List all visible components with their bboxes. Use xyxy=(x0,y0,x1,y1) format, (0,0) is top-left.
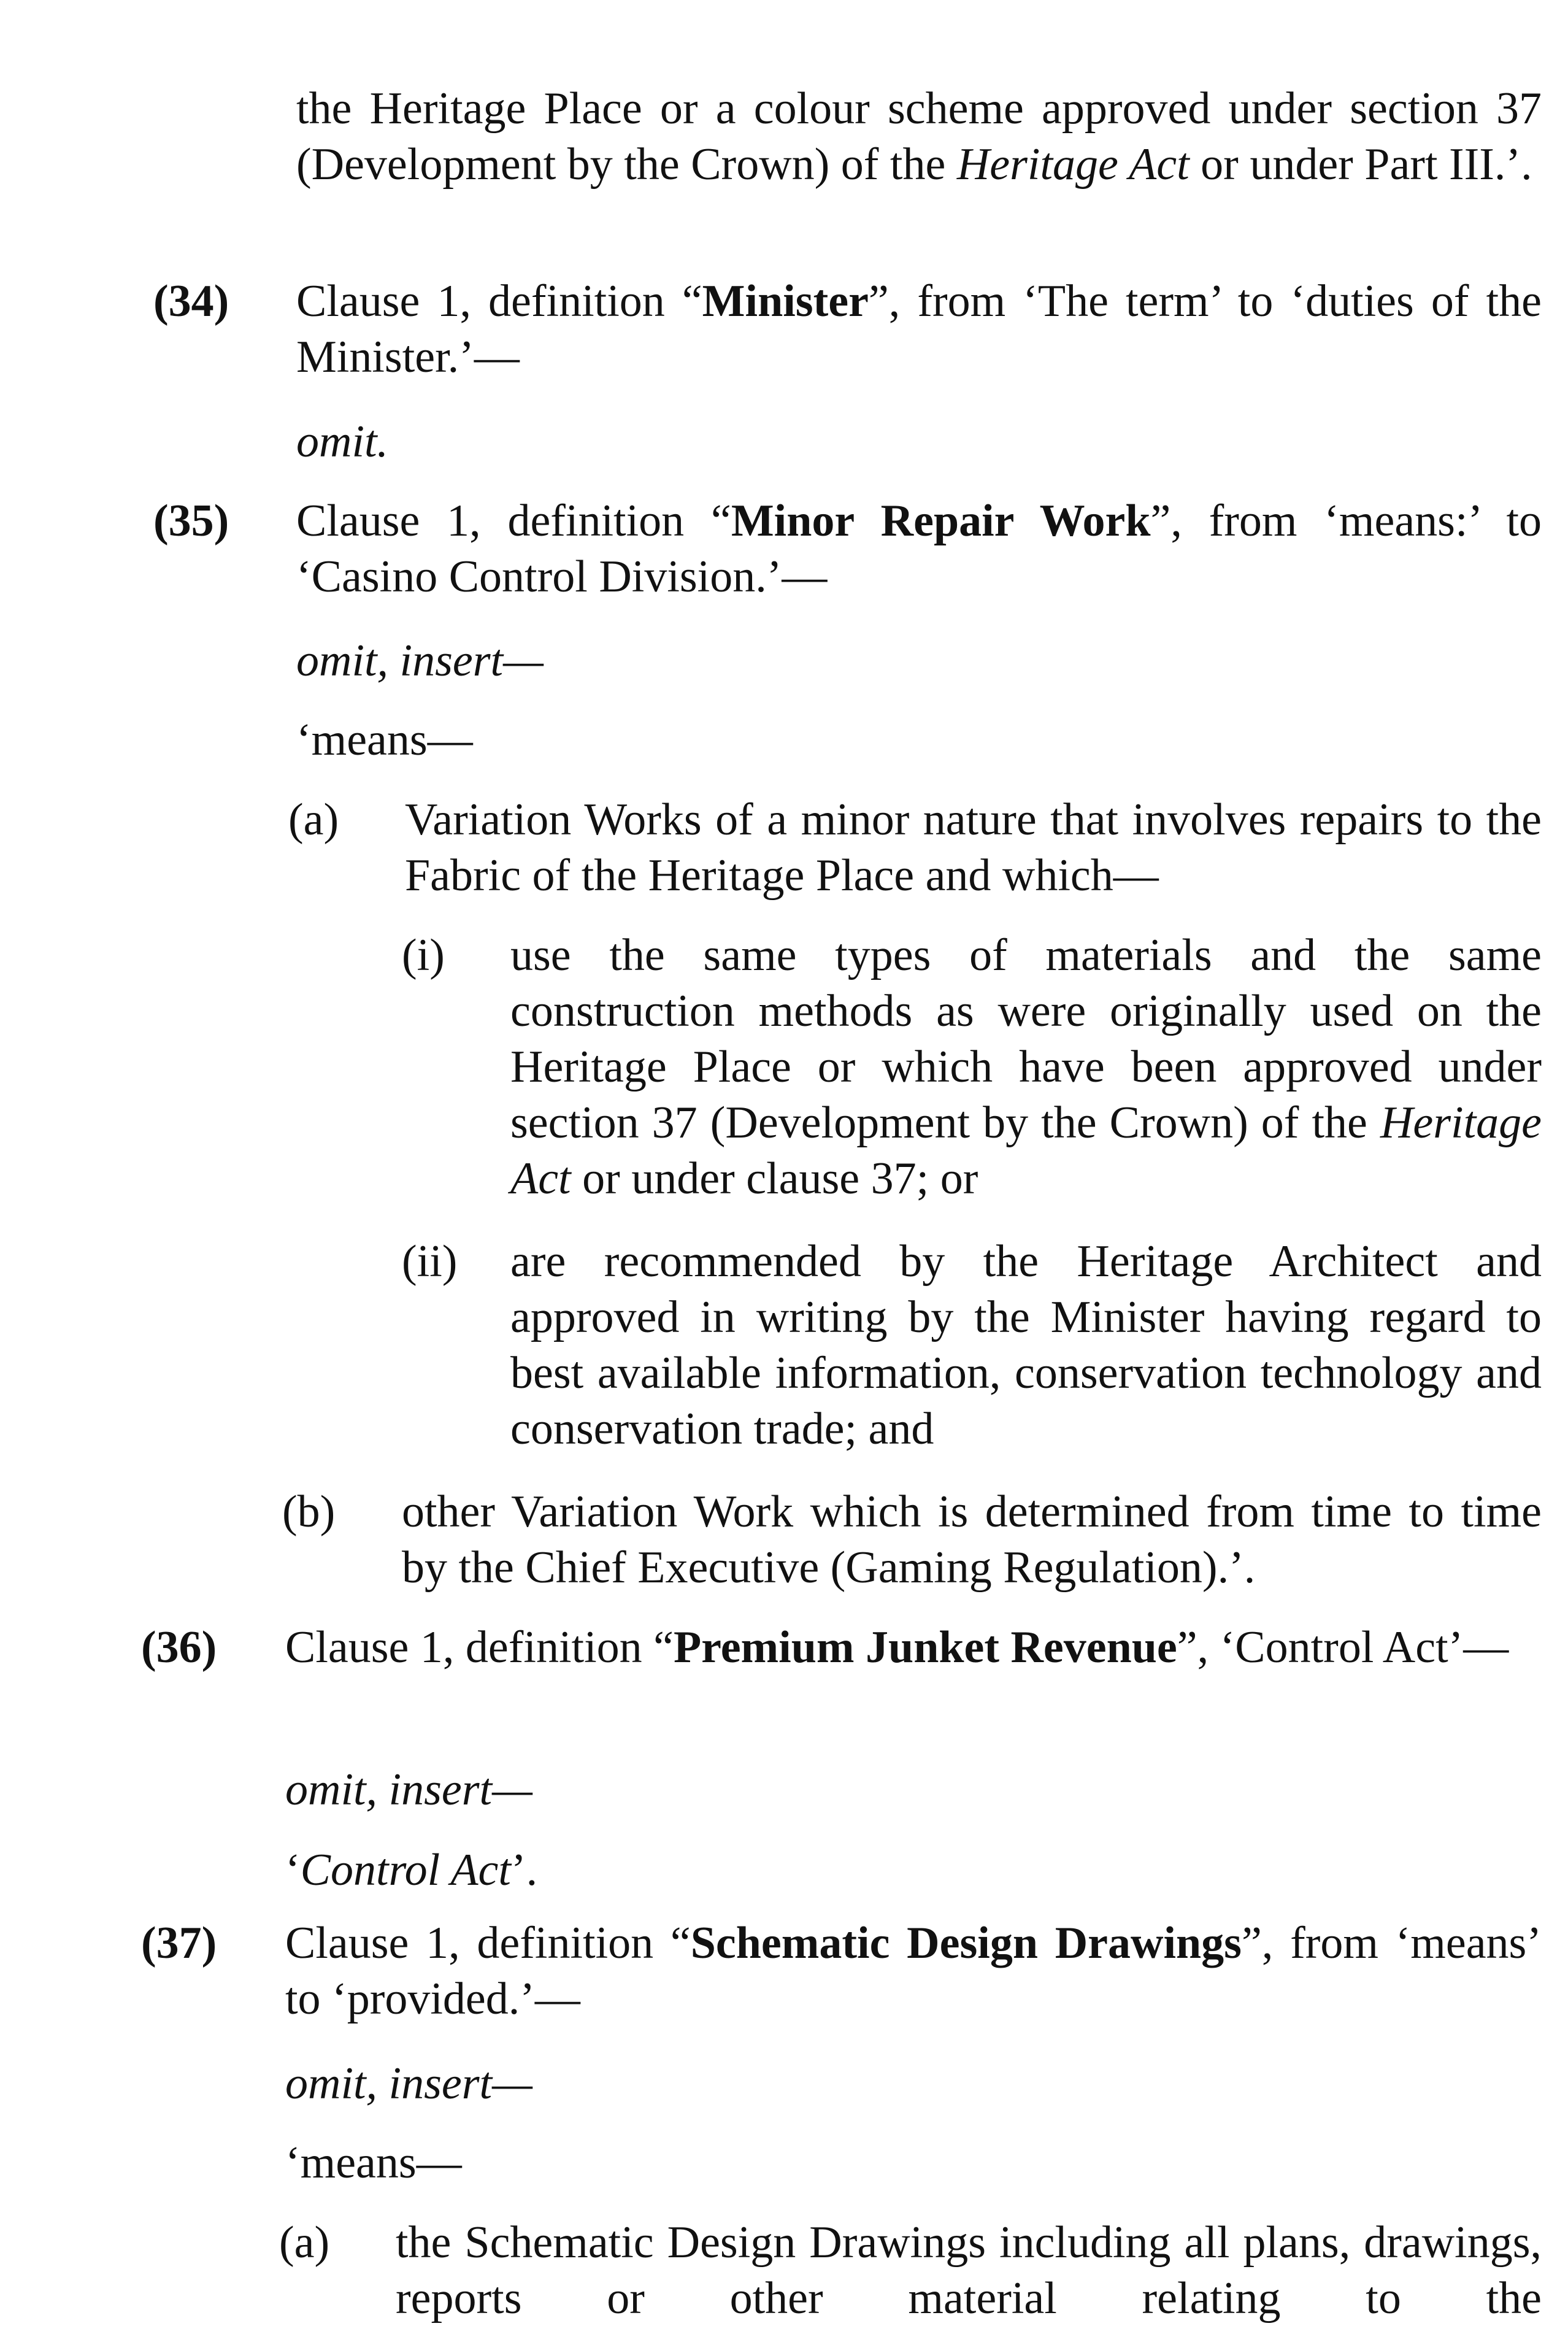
item-35-text: Clause 1, definition “ xyxy=(296,496,731,546)
item-34-text-end: ”, from ‘The term’ to ‘duties of the Minister.’— xyxy=(296,276,1542,382)
item-37-a-label: (a) xyxy=(279,2217,330,2268)
continuation-end: or under Part III.’. xyxy=(1189,139,1532,190)
continuation-paragraph xyxy=(296,81,1542,193)
item-37-heading xyxy=(285,1916,1542,2027)
item-37-term: Schematic Design Drawings xyxy=(690,1918,1242,1968)
item-36-text: Clause 1, definition “ xyxy=(285,1622,674,1673)
item-37-text-end: ”, from ‘means’ to ‘provided.’— xyxy=(285,1918,1542,2024)
item-35-i-body: use the same types of materials and the same construction methods as were originally used on the Heritage Place or which have been approved under section 37 (Development by the Crown) of the xyxy=(510,930,1542,1148)
item-35-b-text: other Variation Work which is determined from time to time by the Chief Executive (Gaming Regulation).’. xyxy=(402,1487,1542,1593)
item-35-instruction xyxy=(296,633,544,689)
item-34-number: (34) xyxy=(153,276,229,326)
item-35-i-act: Heritage Act xyxy=(510,1098,1542,1204)
item-36-number: (36) xyxy=(141,1622,217,1673)
item-34-term: Minister xyxy=(702,276,869,326)
item-35-heading xyxy=(296,493,1542,605)
item-35-ii-label: (ii) xyxy=(402,1236,458,1287)
item-34-text: Clause 1, definition “ xyxy=(296,276,702,326)
item-36-heading xyxy=(285,1620,1542,1676)
item-35-i-end: or under clause 37; or xyxy=(571,1153,978,1204)
continuation-text: the Heritage Place or a colour scheme approved under section 37 (Development by the Crown) of the xyxy=(296,83,1542,190)
item-35-term: Minor Repair Work xyxy=(731,496,1151,546)
item-37-instruction xyxy=(285,2056,532,2112)
item-35-i-label: (i) xyxy=(402,930,445,980)
item-36-instruction xyxy=(285,1762,532,1818)
item-36-insert-text: Control Act xyxy=(300,1845,511,1895)
item-37-instruction-text: omit, insert— xyxy=(285,2058,532,2109)
item-35-ii-text: are recommended by the Heritage Architect and approved in writing by the Minister having regard to best available information, conservation technology and conservation trade; and xyxy=(510,1236,1542,1454)
item-35-b-label: (b) xyxy=(282,1487,336,1537)
item-35-a-label: (a) xyxy=(288,795,339,845)
item-36-insert xyxy=(285,1843,537,1898)
item-36-instruction-text: omit, insert— xyxy=(285,1765,532,1815)
item-34-heading xyxy=(296,274,1542,385)
item-36-insert-close: ’. xyxy=(510,1845,538,1895)
item-35-instruction-text: omit, insert— xyxy=(296,636,544,686)
item-35-number: (35) xyxy=(153,496,229,546)
item-37-a-text: the Schematic Design Drawings including all plans, drawings, reports or other material relating to the xyxy=(396,2217,1542,2324)
item-37-text: Clause 1, definition “ xyxy=(285,1918,691,1968)
item-37-number: (37) xyxy=(141,1918,217,1968)
heritage-act-title: Heritage Act xyxy=(956,139,1189,190)
item-37-means: ‘means— xyxy=(285,2138,462,2188)
item-35-means: ‘means— xyxy=(296,715,473,765)
item-36-term: Premium Junket Revenue xyxy=(673,1622,1177,1673)
item-35-i-text xyxy=(510,928,1542,1207)
item-34-instruction xyxy=(296,414,388,470)
item-34-instruction-text: omit. xyxy=(296,417,389,467)
item-35-a-text: Variation Works of a minor nature that involves repairs to the Fabric of the Heritage Place and which— xyxy=(405,795,1542,901)
item-35-text-end: ”, from ‘means:’ to ‘Casino Control Division.’— xyxy=(296,496,1542,602)
item-36-insert-open: ‘ xyxy=(285,1845,301,1895)
item-36-text-end: ”, ‘Control Act’— xyxy=(1177,1622,1509,1673)
